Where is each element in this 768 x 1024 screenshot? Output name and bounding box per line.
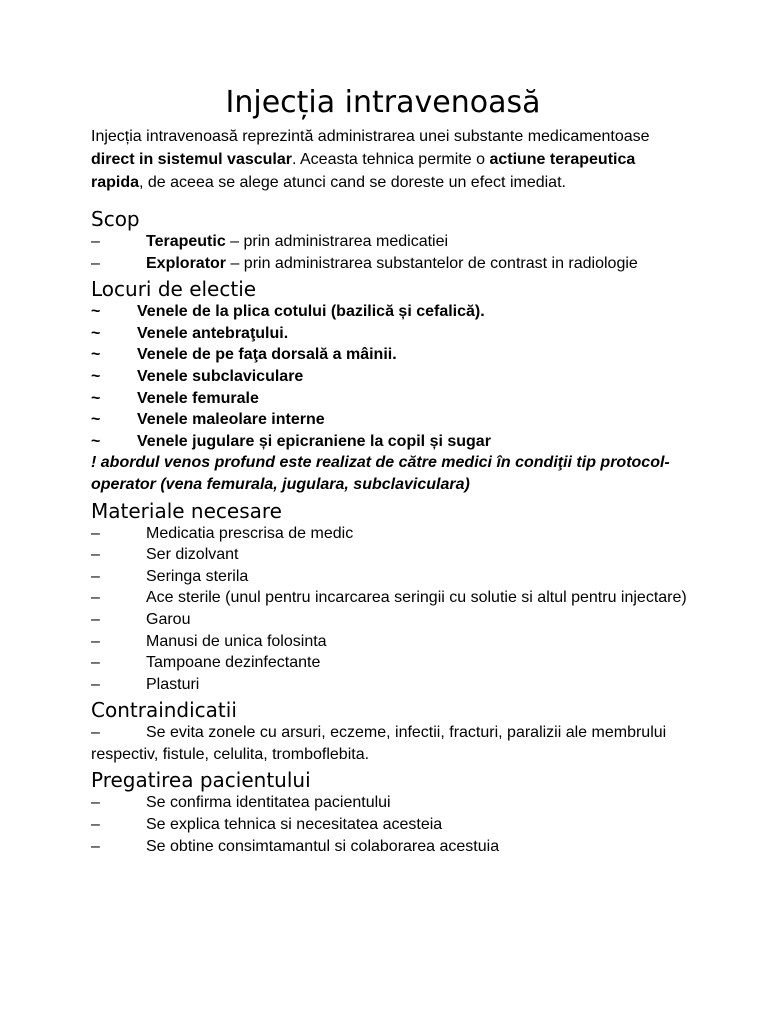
list-marker: – xyxy=(91,816,100,834)
list-marker: ~ xyxy=(91,389,101,407)
locuri-list xyxy=(91,301,691,452)
item-text: – prin administrarea medicatiei xyxy=(225,233,449,250)
list-marker: ~ xyxy=(91,432,101,450)
list-marker: – xyxy=(91,567,100,585)
item-text: Plasturi xyxy=(146,675,200,693)
list-marker: – xyxy=(91,675,100,693)
item-text: Tampoane dezinfectante xyxy=(146,654,321,672)
section-heading-locuri: Locuri de electie xyxy=(91,277,257,302)
section-heading-scop: Scop xyxy=(91,207,140,231)
list-item xyxy=(91,231,691,253)
list-item xyxy=(91,409,691,431)
list-marker: – xyxy=(91,794,100,812)
list-item xyxy=(91,366,691,388)
list-item xyxy=(91,722,691,765)
list-marker: – xyxy=(91,254,100,272)
list-item xyxy=(91,253,691,275)
list-marker: ~ xyxy=(91,324,101,342)
list-item xyxy=(91,344,691,366)
item-text: Se evita zonele cu arsuri, eczeme, infectii, fracturi, paralizii ale membrului respectiv, fistule, celulita, tromboflebita. xyxy=(91,724,667,763)
document-page xyxy=(91,84,691,857)
list-item xyxy=(91,388,691,410)
document-title: Injecția intravenoasă xyxy=(225,85,541,120)
item-bold-label: Terapeutic xyxy=(146,233,226,250)
item-text: Se explica tehnica si necesitatea acesteia xyxy=(146,816,443,834)
list-item xyxy=(91,792,691,814)
list-marker: – xyxy=(91,632,100,650)
intro-text: , de aceea se alege atunci cand se doreste un efect imediat. xyxy=(139,174,566,191)
item-text: Venele de la plica cotului (bazilică și cefalică). xyxy=(137,303,485,321)
item-text: Venele femurale xyxy=(137,389,259,407)
item-text: Ace sterile (unul pentru incarcarea seringii cu solutie si altul pentru injectare) xyxy=(146,589,687,607)
list-item xyxy=(91,652,691,674)
intro-paragraph xyxy=(91,125,671,194)
section-heading-materiale: Materiale necesare xyxy=(91,498,282,523)
pregatirea-list xyxy=(91,792,691,857)
item-text: Venele de pe faţa dorsală a mâinii. xyxy=(137,346,397,364)
intro-bold: direct in sistemul vascular xyxy=(91,151,292,168)
list-item xyxy=(91,323,691,345)
note-paragraph: ! abordul venos profund este realizat de către medici în condiţii tip protocol- operator (vena femurala, jugulara, subclaviculara) xyxy=(91,454,670,493)
item-text: Venele antebraţului. xyxy=(137,324,289,342)
item-text: Medicatia prescrisa de medic xyxy=(146,524,354,542)
intro-text: Injecția intravenoasă reprezintă administrarea unei substante medicamentoase xyxy=(91,128,650,145)
list-item xyxy=(91,587,691,609)
list-item xyxy=(91,544,691,566)
list-item xyxy=(91,523,691,545)
list-item xyxy=(91,674,691,696)
item-text: Garou xyxy=(146,610,191,628)
item-text: Se obtine consimtamantul si colaborarea acestuia xyxy=(146,837,500,855)
item-text: Venele maleolare interne xyxy=(137,411,325,429)
list-item xyxy=(91,814,691,836)
list-item xyxy=(91,431,691,453)
intro-text: . Aceasta tehnica permite o xyxy=(291,151,490,168)
list-marker: ~ xyxy=(91,303,101,321)
item-bold-label: Explorator xyxy=(146,254,227,272)
list-marker: ~ xyxy=(91,346,101,364)
item-text: Se confirma identitatea pacientului xyxy=(146,794,391,812)
list-marker: – xyxy=(91,654,100,672)
scop-list xyxy=(91,231,691,274)
list-item xyxy=(91,631,691,653)
intro-bold: actiune terapeutica rapida xyxy=(91,151,636,191)
contraindicatii-list xyxy=(91,722,691,765)
item-text: Ser dizolvant xyxy=(146,546,239,564)
item-text: Manusi de unica folosinta xyxy=(146,632,327,650)
item-text: Venele subclaviculare xyxy=(137,367,304,385)
section-heading-pregatirea: Pregatirea pacientului xyxy=(91,768,311,793)
list-marker: – xyxy=(91,233,100,250)
item-text: Seringa sterila xyxy=(146,567,249,585)
list-marker: ~ xyxy=(91,411,101,429)
item-text: – prin administrarea substantelor de contrast in radiologie xyxy=(226,254,638,272)
list-marker: – xyxy=(91,837,100,855)
list-item xyxy=(91,301,691,323)
list-marker: – xyxy=(91,724,100,742)
section-heading-contraindicatii: Contraindicatii xyxy=(91,698,237,723)
list-item xyxy=(91,609,691,631)
list-item xyxy=(91,836,691,858)
list-marker: – xyxy=(91,546,100,564)
list-marker: – xyxy=(91,610,100,628)
item-text: Venele jugulare și epicraniene la copil și sugar xyxy=(137,432,491,450)
materiale-list xyxy=(91,523,691,696)
list-item xyxy=(91,566,691,588)
list-marker: ~ xyxy=(91,367,101,385)
list-marker: – xyxy=(91,524,100,542)
list-marker: – xyxy=(91,589,100,607)
